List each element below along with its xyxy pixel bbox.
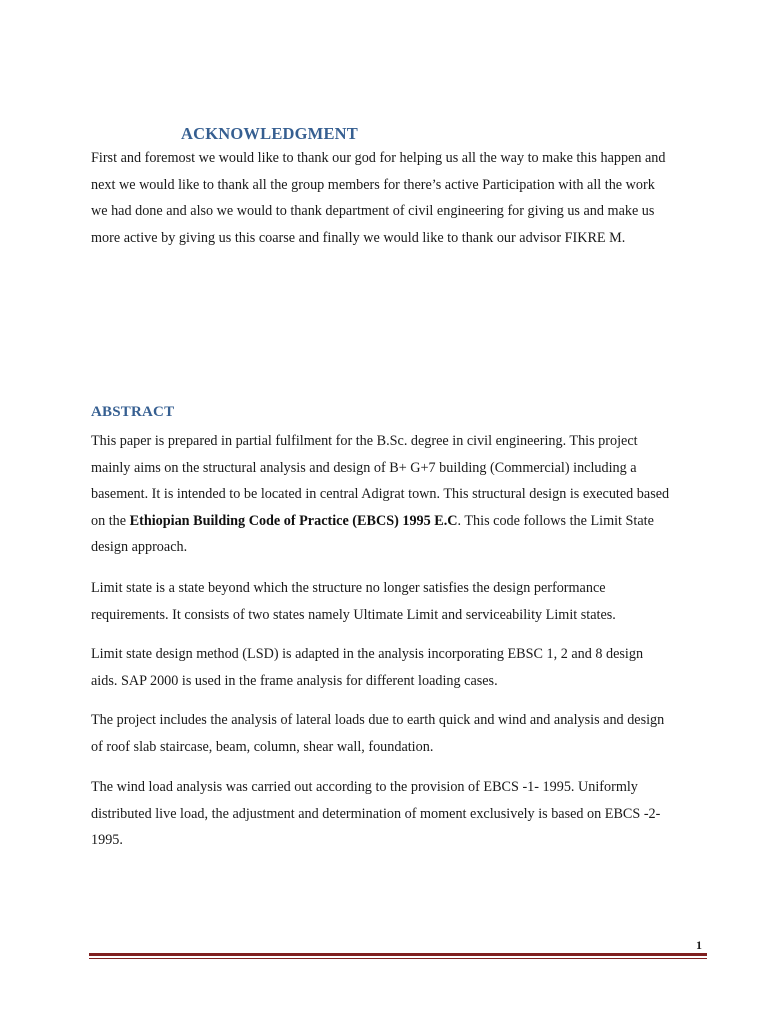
acknowledgment-paragraph — [91, 145, 721, 251]
abstract-paragraph-5 — [91, 774, 721, 854]
abstract-line: basement. It is intended to be located in central Adigrat town. This structural design is executed based — [91, 486, 670, 502]
abstract-line: design approach. — [91, 539, 188, 555]
acknowledgment-line: more active by giving us this coarse and finally we would like to thank our advisor FIKRE M. — [91, 229, 626, 246]
abstract-line: mainly aims on the structural analysis and design of B+ G+7 building (Commercial) including a — [91, 459, 637, 476]
abstract-paragraph-1 — [91, 428, 721, 561]
abstract-paragraph-4 — [91, 707, 721, 760]
code-reference-bold: Ethiopian Building Code of Practice (EBCS) 1995 E.C — [129, 512, 458, 529]
acknowledgment-heading: ACKNOWLEDGMENT — [181, 124, 358, 143]
acknowledgment-line: next we would like to thank all the group members for there’s active Participation with all the work — [91, 176, 655, 193]
abstract-line: requirements. It consists of two states namely Ultimate Limit and serviceability Limit states. — [91, 606, 616, 623]
abstract-paragraph-3 — [91, 641, 721, 694]
page-number: 1 — [696, 938, 702, 952]
abstract-line: Limit state is a state beyond which the structure no longer satisfies the design performance — [91, 580, 606, 596]
footer-rule — [89, 953, 707, 956]
abstract-paragraph-2 — [91, 575, 721, 628]
abstract-line: The wind load analysis was carried out according to the provision of EBCS -1- 1995. Uniformly — [91, 779, 638, 795]
acknowledgment-line: First and foremost we would like to thank our god for helping us all the way to make this happen and — [91, 150, 666, 166]
abstract-line — [91, 508, 721, 535]
abstract-line: aids. SAP 2000 is used in the frame analysis for different loading cases. — [91, 672, 498, 689]
acknowledgment-line: we had done and also we would to thank department of civil engineering for giving us and make us — [91, 203, 655, 219]
abstract-line: Limit state design method (LSD) is adapted in the analysis incorporating EBSC 1, 2 and 8 design — [91, 646, 644, 662]
abstract-text: . This code follows the Limit State — [457, 512, 654, 529]
abstract-line: of roof slab staircase, beam, column, shear wall, foundation. — [91, 738, 434, 755]
abstract-heading: ABSTRACT — [91, 404, 175, 420]
abstract-line: The project includes the analysis of lateral loads due to earth quick and wind and analysis and design — [91, 712, 665, 728]
footer-rule-thin — [89, 958, 707, 959]
abstract-line: distributed live load, the adjustment and determination of moment exclusively is based on EBCS -2- — [91, 805, 661, 822]
abstract-line: This paper is prepared in partial fulfilment for the B.Sc. degree in civil engineering. This project — [91, 433, 638, 449]
abstract-text: on the — [91, 512, 130, 529]
abstract-line: 1995. — [91, 832, 123, 848]
